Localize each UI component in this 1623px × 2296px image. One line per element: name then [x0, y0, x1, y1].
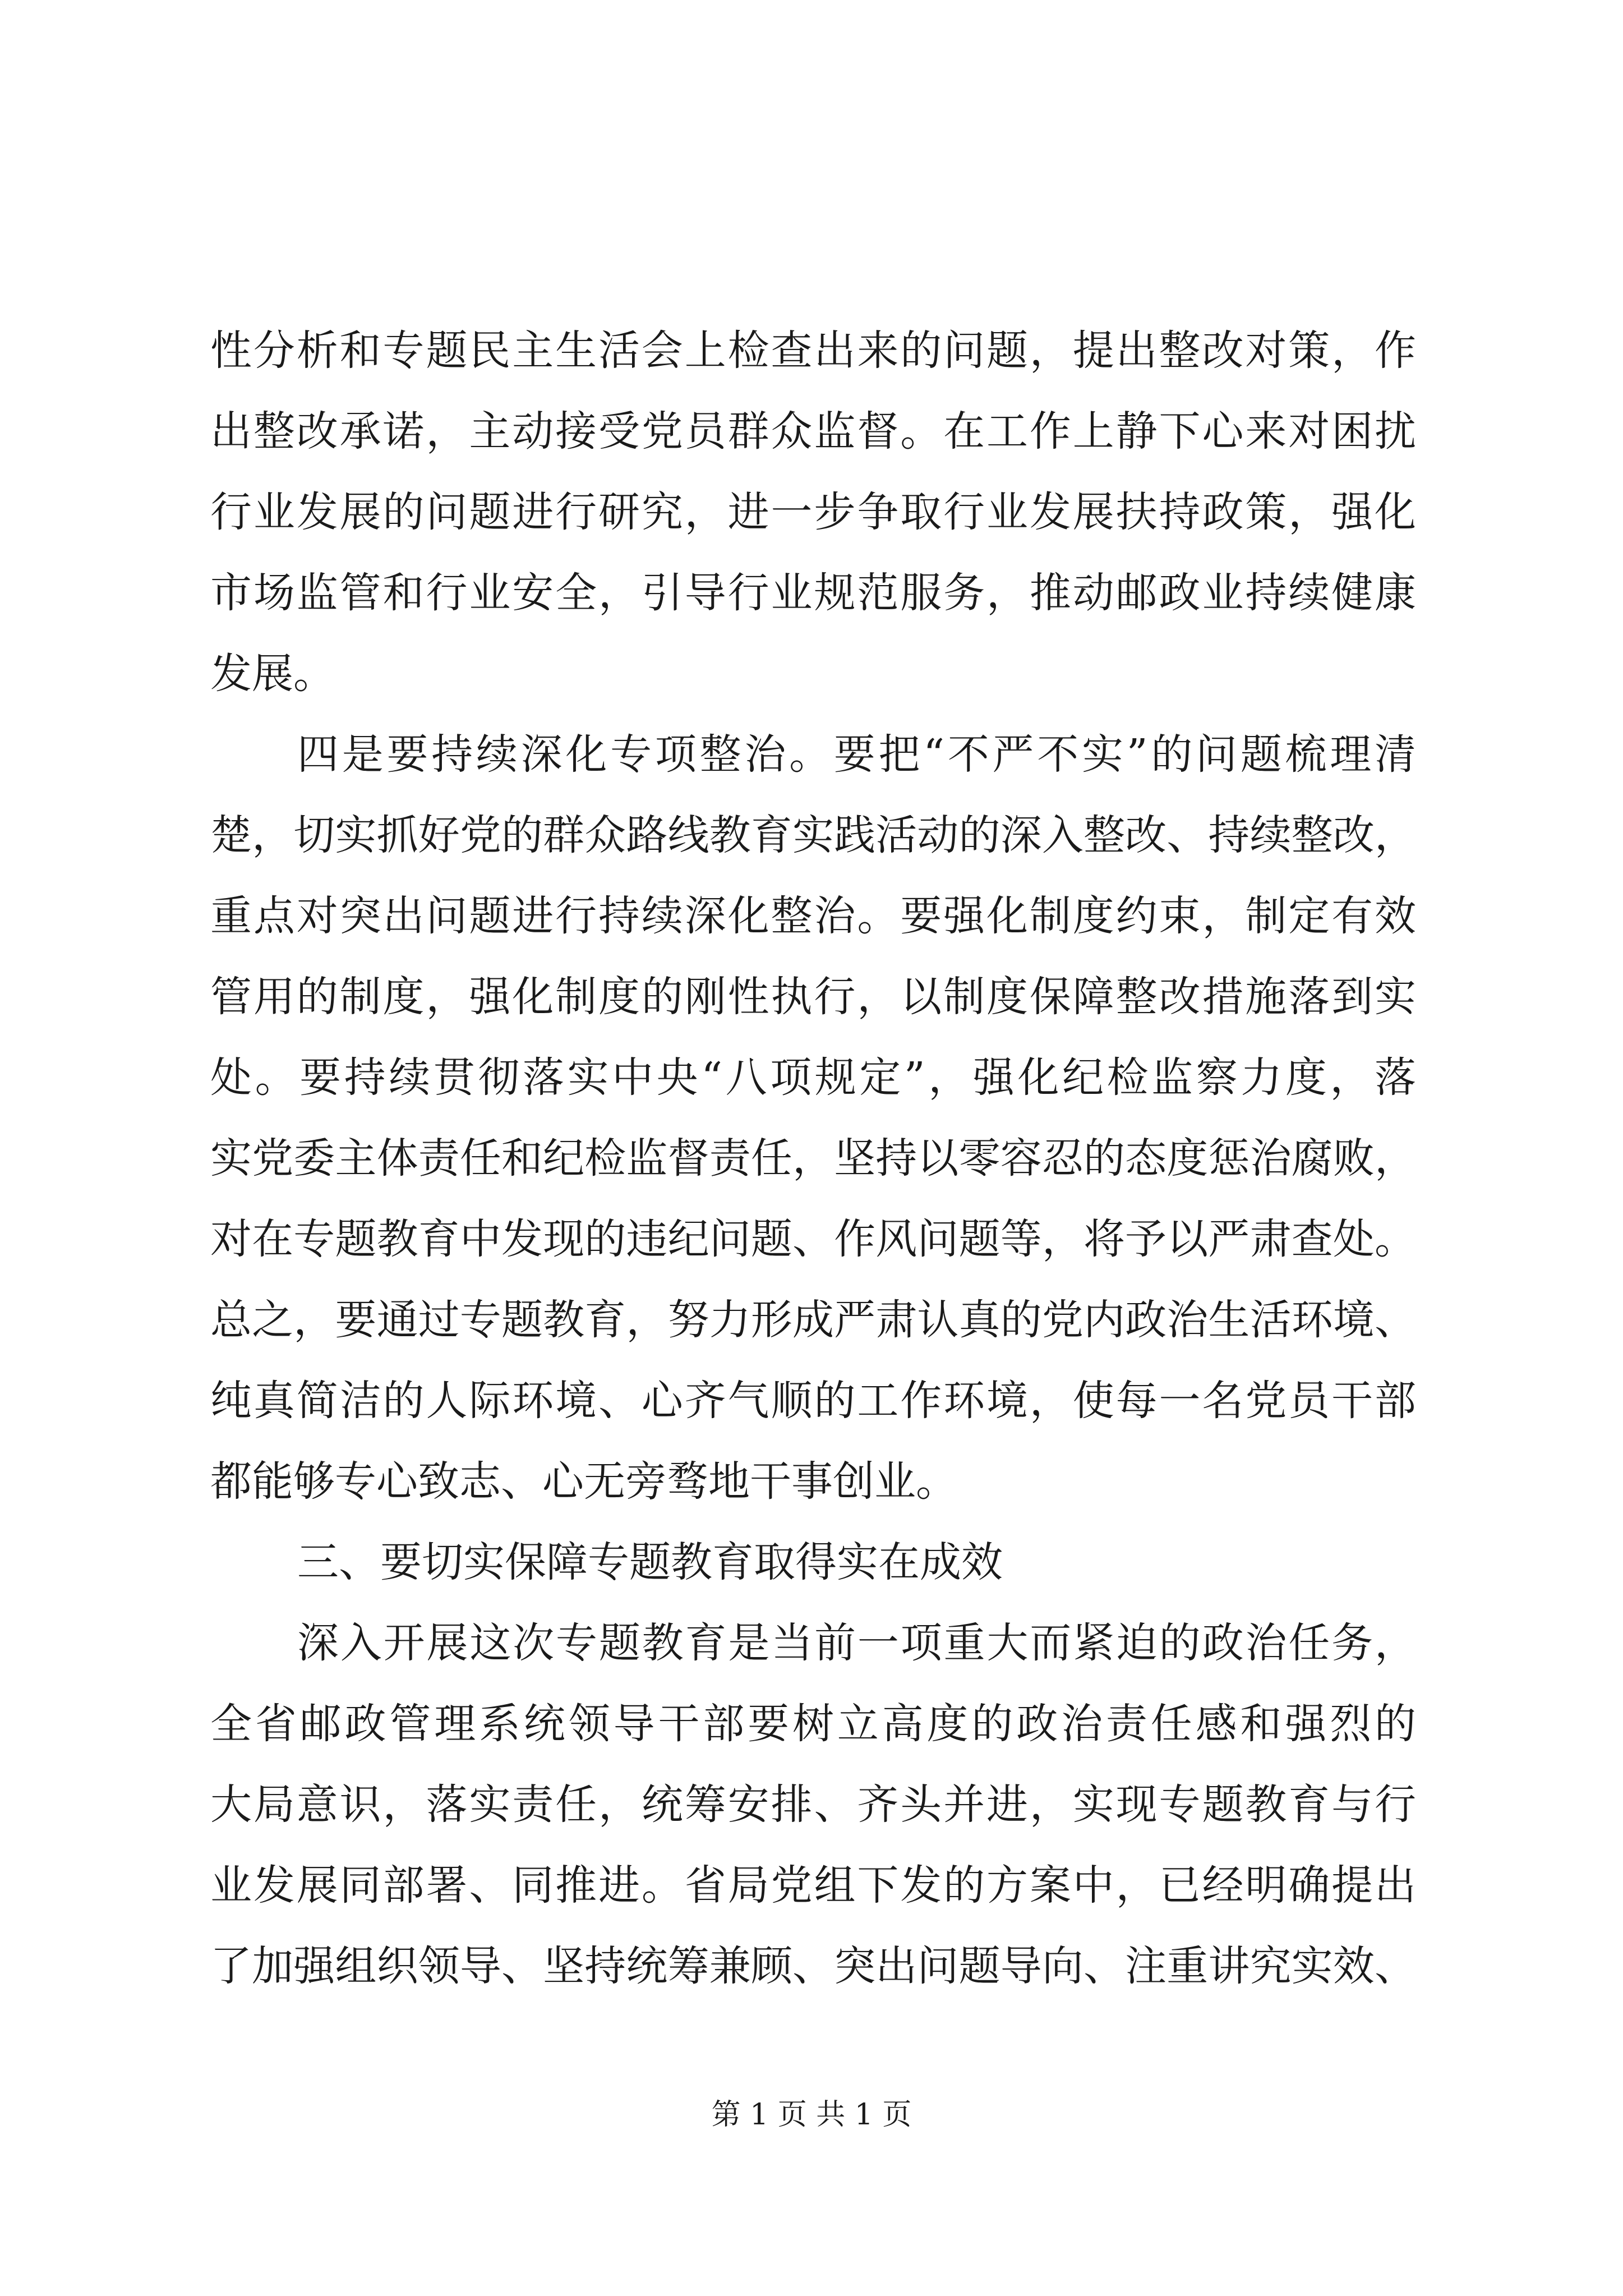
- text-line: 发展。: [210, 650, 335, 698]
- text-line: 都能够专心致志、心无旁骛地干事创业。: [210, 1457, 957, 1506]
- text-line: 实党委主体责任和纪检监督责任，坚持以零容忍的态度惩治腐败，: [210, 1134, 1416, 1182]
- text-line: 市场监管和行业安全，引导行业规范服务，推动邮政业持续健康: [210, 569, 1416, 617]
- text-line: 性分析和专题民主生活会上检查出来的问题，提出整改对策，作: [210, 326, 1416, 375]
- text-line: 对在专题教育中发现的违纪问题、作风问题等，将予以严肃查处。: [210, 1215, 1416, 1263]
- text-line: 楚，切实抓好党的群众路线教育实践活动的深入整改、持续整改，: [210, 811, 1416, 859]
- text-line: 管用的制度，强化制度的刚性执行，以制度保障整改措施落到实: [210, 973, 1416, 1021]
- section-heading: 三、要切实保障专题教育取得实在成效: [297, 1538, 1003, 1586]
- text-line: 业发展同部署、同推进。省局党组下发的方案中，已经明确提出: [210, 1861, 1416, 1910]
- text-line: 纯真简洁的人际环境、心齐气顺的工作环境，使每一名党员干部: [210, 1377, 1416, 1425]
- paragraph-first-line: 四是要持续深化专项整治。要把“不严不实”的问题梳理清: [297, 730, 1416, 779]
- text-line: 大局意识，落实责任，统筹安排、齐头并进，实现专题教育与行: [210, 1780, 1416, 1829]
- paragraph-first-line: 深入开展这次专题教育是当前一项重大而紧迫的政治任务，: [297, 1619, 1416, 1667]
- text-line: 处。要持续贯彻落实中央“八项规定”，强化纪检监察力度，落: [210, 1053, 1416, 1102]
- text-line: 重点对突出问题进行持续深化整治。要强化制度约束，制定有效: [210, 892, 1416, 940]
- text-line: 出整改承诺，主动接受党员群众监督。在工作上静下心来对困扰: [210, 407, 1416, 455]
- text-line: 总之，要通过专题教育，努力形成严肃认真的党内政治生活环境、: [210, 1296, 1416, 1344]
- text-line: 全省邮政管理系统领导干部要树立高度的政治责任感和强烈的: [210, 1700, 1416, 1748]
- page-number-footer: 第 1 页 共 1 页: [711, 2098, 912, 2132]
- text-line: 行业发展的问题进行研究，进一步争取行业发展扶持政策，强化: [210, 488, 1416, 536]
- text-line: 了加强组织领导、坚持统筹兼顾、突出问题导向、注重讲究实效、: [210, 1942, 1416, 1990]
